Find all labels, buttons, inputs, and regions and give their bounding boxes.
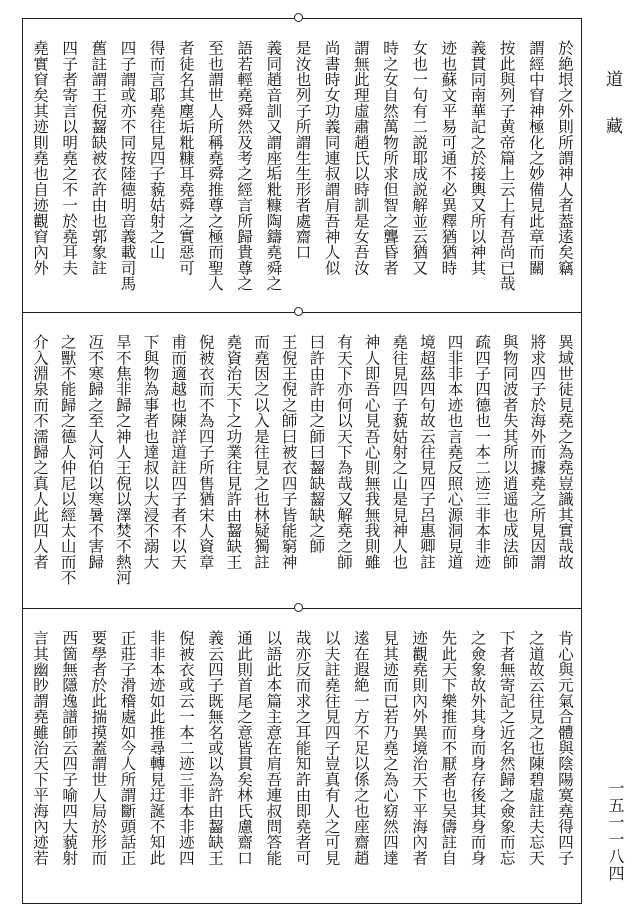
- text-column: 義云四子既無名或以為許由齧缺王: [206, 630, 224, 866]
- text-column: 介入淵泉而不濡歸之真人此四人者: [31, 334, 49, 570]
- text-column: 倪被衣或云一本二迹三非本非迹四: [176, 630, 195, 866]
- text-column: 得而言耶堯往見四子藐姑射之山: [147, 40, 166, 260]
- text-column: 是汝也列子所謂生生形者處齋口: [293, 40, 312, 260]
- text-column: 要學者於此揣摸蓋謂世人局於形而: [89, 630, 108, 866]
- text-column: 於絶垠之外則所謂神人者葢逺矣竊: [556, 40, 574, 276]
- text-column: 逺在遐絶一方不足以係之也座齋趙: [351, 630, 370, 866]
- text-column: 與物同波者失其所以逍遥也成法師: [500, 334, 519, 570]
- text-column: 義同趙音訓又謂座垢粃糠陶鑄堯舜之: [264, 40, 283, 292]
- text-column: 見其迹而已若乃堯之為心窈然四達: [381, 630, 399, 866]
- text-column: 之僉象故外其身而身存後其身而身: [468, 630, 487, 866]
- text-column: 正莊子滑稽處如今人所謂斷頭話正: [118, 630, 137, 866]
- text-column: 哉亦反而求之耳能知許由即堯者可: [293, 630, 312, 866]
- text-register-2: [30, 334, 574, 604]
- text-column: 迹也蘇文平易可通不必異釋猶猶時: [439, 40, 458, 276]
- text-column: 按此與列子黄帝篇上云上有吾尚已哉: [497, 40, 516, 292]
- text-column: 迹觀堯則內外異境治天下平海內者: [410, 630, 429, 866]
- text-column: 謂經中窅神極化之妙備見此章而關: [526, 40, 545, 276]
- text-column: 下者無寄記之近名然歸之僉象而忘: [497, 630, 516, 866]
- text-column: 而堯因之以入是往見之也林疑獨註: [252, 334, 271, 570]
- text-column: 謂無此理虛肅趙氏以時訓是女吾汝: [351, 40, 370, 276]
- text-column: 神人即吾心見吾心則無我無我則雖: [362, 334, 381, 570]
- text-column: 四非非本迹也言堯反照心源洞見道: [445, 334, 464, 570]
- text-column: 時之女自然萬物所求但智之聾昏者: [381, 40, 399, 276]
- text-column: 至也謂世人所稱堯舜推尊之極而聖人: [206, 40, 224, 292]
- text-column: 舊註謂王倪齧缺被衣許由也郭象註: [89, 40, 108, 276]
- text-column: 堯資治天下之功業往見許由齧缺王: [224, 334, 243, 570]
- text-column: 王倪王倪之師曰被衣四子皆能窮神: [279, 334, 298, 570]
- margin-page-number: 一五一一八四: [606, 780, 625, 882]
- text-column: 下與物為事者也達叔以大浸不溺大: [141, 334, 160, 570]
- circle-mark-bottom: [294, 603, 303, 612]
- text-column: 語若輕堯舜然及考之經言所歸貴尊之: [235, 40, 254, 292]
- text-column: 疏四子四德也一本二迹三非本非迹: [473, 334, 492, 570]
- text-column: 通此則首尾之意皆貫矣林氏慮齋口: [235, 630, 254, 866]
- text-column: 堯實窅矣其迹則堯也自迹觀窅內外: [31, 40, 49, 276]
- text-register-3: [30, 630, 574, 900]
- text-column: 異域世徒見堯之為堯豈識其實哉故: [556, 334, 574, 570]
- text-column: 以語此本篇主意在肩吾連叔問答能: [264, 630, 283, 866]
- text-column: 四子謂或亦不同按陸德明音義載司馬: [118, 40, 137, 292]
- text-column: 甫而適越也陳詳道註四子者不以天: [169, 334, 188, 570]
- text-column: 女也一句有二説耶成説解並云猶又: [410, 40, 429, 276]
- text-column: 以夫註堯往見四子豈真有人之可見: [322, 630, 341, 866]
- text-column: 冱不寒歸之至人河伯以寒暑不害歸: [86, 334, 105, 570]
- text-register-1: [30, 40, 574, 310]
- margin-title: 道藏: [602, 70, 622, 164]
- text-column: 之道故云往見之也陳碧虛註夫忘天: [526, 630, 545, 866]
- text-column: 有天下亦何以天下為哉又解堯之師: [334, 334, 353, 570]
- text-column: 言其幽眇謂堯雖治天下平海內迹若: [31, 630, 49, 866]
- text-column: 旱不焦非歸之神人王倪以澤焚不熱河: [113, 334, 132, 586]
- text-column: 境超茲四句故云往見四子呂惠卿註: [417, 334, 436, 570]
- text-column: 四子者寄言以明堯之不一於堯耳夫: [60, 40, 79, 276]
- text-column: 西箇無隱逸譜師云四子喻四大藐射: [60, 630, 79, 866]
- text-column: 者徒名其塵垢粃糠耳堯舜之實惡可: [176, 40, 195, 276]
- text-column: 肯心與元氣合體與陰陽寞堯得四子: [556, 630, 574, 866]
- circle-mark-top: [294, 13, 303, 22]
- text-column: 曰許由許由之師曰齧缺齧缺之師: [307, 334, 326, 554]
- text-column: 非非本迹如此推尋轉見迂誕不知此: [147, 630, 166, 866]
- text-column: 堯往見四子藐姑射之山是見神人也: [390, 334, 409, 570]
- text-column: 義貫同南華記之於接輿又所以神其: [468, 40, 487, 276]
- text-column: 尚書時女功義同連叔謂肩吾神人似: [322, 40, 341, 276]
- text-column: 先此天下樂推而不厭者也吴儔註自: [439, 630, 458, 866]
- text-column: 倪被衣而不為四子所售猶宋人資章: [196, 334, 215, 570]
- text-column: 之獸不能歸之德人仲尼以經太山而不: [58, 334, 77, 586]
- text-column: 將求四子於海外而據堯之所見因謂: [528, 334, 547, 570]
